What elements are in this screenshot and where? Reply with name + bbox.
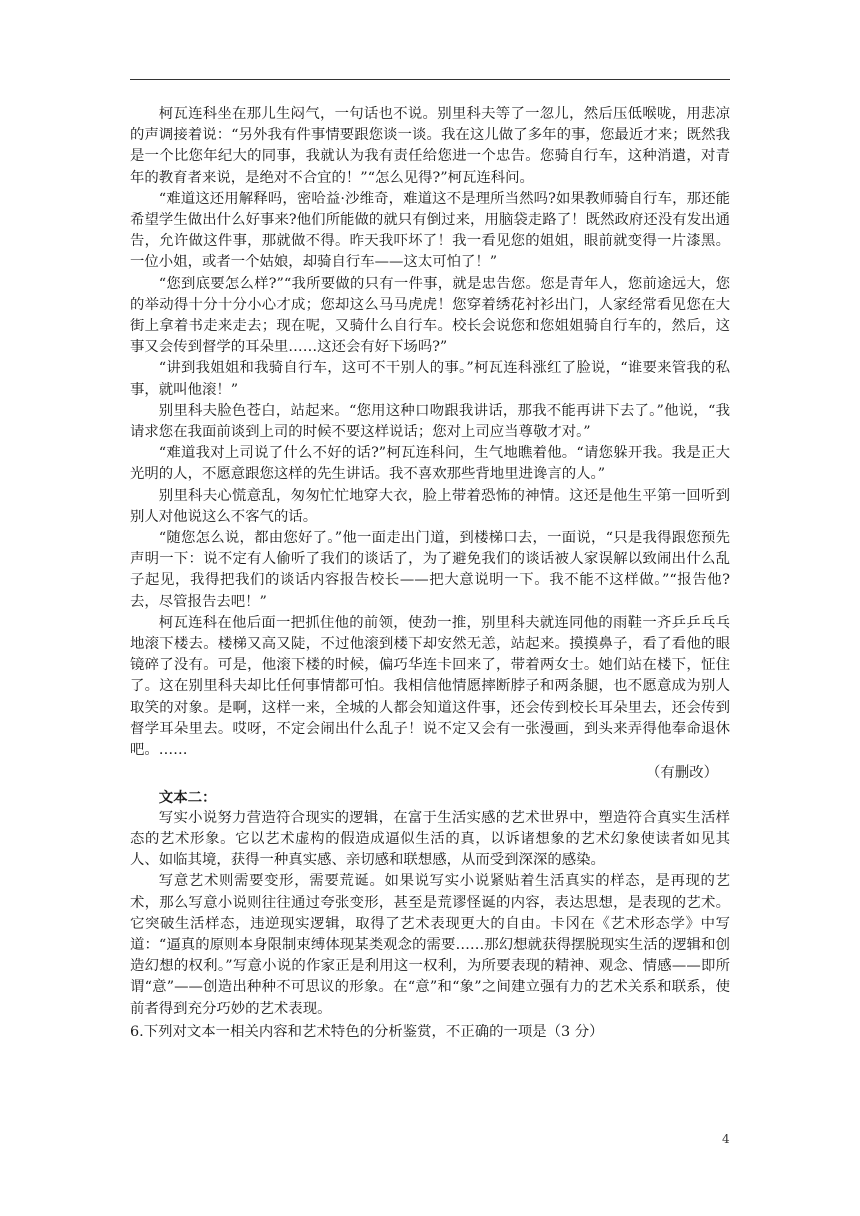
source-note: （有删改） [646,765,718,782]
page-number: 4 [722,1132,730,1146]
text2-paragraph-1: 写实小说努力营造符合现实的逻辑，在富于生活实感的艺术世界中，塑造符合真实生活样态的艺术形象。它以艺术虚构的假造成逼似生活的真，以诉诸想象的艺术幻象使读者如见其人、如临其境，获得一种真实感、亲切感和联想感，从而受到深深的感染。 [130,809,730,869]
question-6: 6.下列对文本一相关内容和艺术特色的分析鉴赏，不正确的一项是（3 分） [130,1023,604,1040]
document-body [130,104,730,1043]
text1-paragraph-2: “难道这还用解释吗，密哈益·沙维奇，难道这不是理所当然吗?如果教师骑自行车，那还能希望学生做出什么好事来?他们所能做的就只有倒过来，用脑袋走路了！既然政府还没有发出通告，允许做这件事，那就做不得。昨天我吓坏了！我一看见您的姐姐，眼前就变得一片漆黑。一位小姐，或者一个姑娘，却骑自行车——这太可怕了！” [130,190,730,271]
text1-paragraph-1: 柯瓦连科坐在那儿生闷气，一句话也不说。别里科夫等了一忽儿，然后压低喉咙，用悲凉的声调接着说：“另外我有件事情要跟您谈一谈。我在这儿做了多年的事，您最近才来；既然我是一个比您年纪大的同事，我就认为我有责任给您进一个忠告。您骑自行车，这种消遣，对青年的教育者来说，是绝对不合宜的！”“怎么见得?”柯瓦连科问。 [130,106,730,186]
text2-paragraph-2: 写意艺术则需要变形，需要荒诞。如果说写实小说紧贴着生活真实的样态，是再现的艺术，那么写意小说则往往通过夸张变形，甚至是荒谬怪诞的内容，表达思想，是表现的艺术。它突破生活样态，违逆现实逻辑，取得了艺术表现更大的自由。卡冈在《艺术形态学》中写道：“逼真的原则本身限制束缚体现某类观念的需要……那幻想就获得摆脱现实生活的逻辑和创造幻想的权利。”写意小说的作家正是利用这一权利，为所要表现的精神、观念、情感——即所谓“意”——创造出种种不可思议的形象。在“意”和“象”之间建立强有力的艺术关系和联系，使前者得到充分巧妙的艺术表现。 [130,873,730,1017]
text1-paragraph-9: 柯瓦连科在他后面一把抓住他的前领，使劲一推，别里科夫就连同他的雨鞋一齐乒乒乓乓地滚下楼去。楼梯又高又陡，不过他滚到楼下却安然无恙，站起来。摸摸鼻子，看了看他的眼镜碎了没有。可是，他滚下楼的时候，偏巧华连卡回来了，带着两女士。她们站在楼下，怔住了。这在别里科夫却比任何事情都可怕。我相信他情愿摔断脖子和两条腿，也不愿意成为别人取笑的对象。是啊，这样一来，全城的人都会知道这件事，还会传到校长耳朵里去，还会传到督学耳朵里去。哎呀，不定会闹出什么乱子！说不定又会有一张漫画，到头来弄得他奉命退休吧。…… [130,614,730,759]
text1-paragraph-5: 别里科夫脸色苍白，站起来。“您用这种口吻跟我讲话，那我不能再讲下去了。”他说，“我请求您在我面前谈到上司的时候不要这样说话；您对上司应当尊敬才对。” [130,402,730,441]
text1-paragraph-3: “您到底要怎么样?”“我所要做的只有一件事，就是忠告您。您是青年人，您前途远大，您的举动得十分十分小心才成；您却这么马马虎虎！您穿着绣花衬衫出门，人家经常看见您在大街上拿着书走来走去；现在呢，又骑什么自行车。校长会说您和您姐姐骑自行车的，然后，这事又会传到督学的耳朵里……这还会有好下场吗?” [130,275,730,356]
text1-paragraph-7: 别里科夫心慌意乱，匆匆忙忙地穿大衣，脸上带着恐怖的神情。这还是他生平第一回听到别人对他说这么不客气的话。 [130,487,730,525]
text1-paragraph-8: “随您怎么说，都由您好了。”他一面走出门道，到楼梯口去，一面说，“只是我得跟您预先声明一下：说不定有人偷听了我们的谈话了，为了避免我们的谈话被人家误解以致闹出什么乱子起见，我得把我们的谈话内容报告校长——把大意说明一下。我不能不这样做。”“报告他?去，尽管报告去吧！” [130,530,730,610]
text1-paragraph-6: “难道我对上司说了什么不好的话?”柯瓦连科问，生气地瞧着他。“请您躲开我。我是正大光明的人，不愿意跟您这样的先生讲话。我不喜欢那些背地里进谗言的人。” [130,445,730,483]
text2-heading: 文本二： [158,788,217,806]
text1-paragraph-4: “讲到我姐姐和我骑自行车，这可不干别人的事。”柯瓦连科涨红了脸说，“谁要来管我的私事，就叫他滚！” [130,360,730,398]
header-rule [130,79,730,80]
